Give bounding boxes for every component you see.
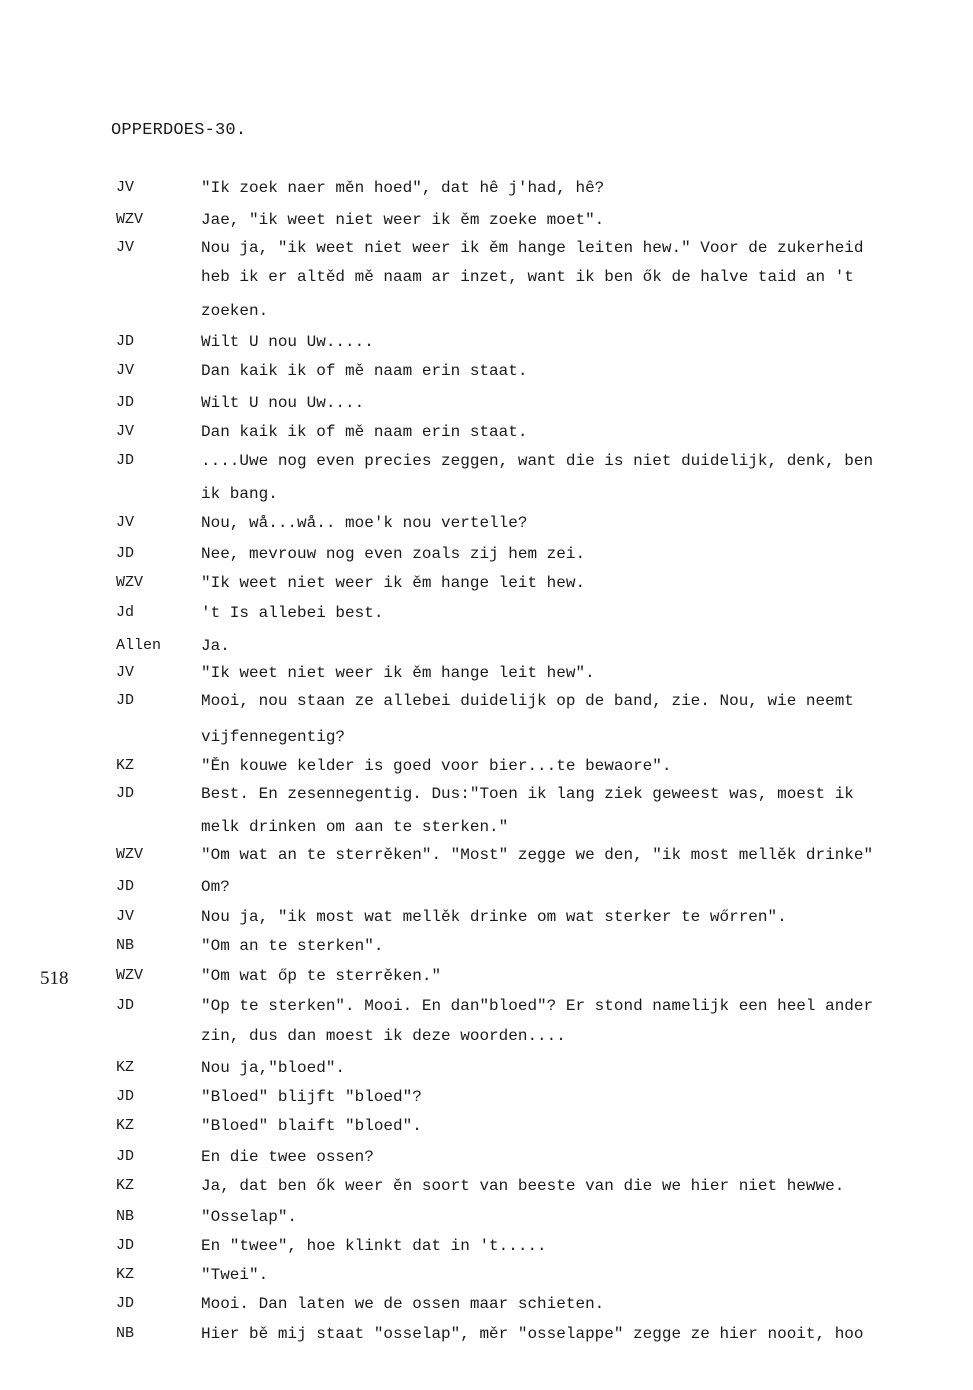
transcript-row [0,362,973,386]
utterance-line: Hier bě mij staat "osselap", měr "osselappe" zegge ze hier nooit, hoo [201,1325,864,1343]
speaker-label: NB [116,1325,135,1342]
speaker-label: JD [116,997,135,1014]
speaker-label: WZV [116,574,144,591]
transcript-row [0,1295,973,1319]
transcript-row [0,452,973,476]
speaker-label: WZV [116,846,144,863]
transcript-row [0,846,973,870]
speaker-label: KZ [116,1177,135,1194]
utterance-line: Ja, dat ben ők weer ěn soort van beeste van die we hier niet hewwe. [201,1177,845,1195]
transcript-row [0,757,973,781]
utterance-line: Best. En zesennegentig. Dus:"Toen ik lang ziek geweest was, moest ik [201,785,854,803]
transcript-row [0,1208,973,1232]
utterance-line: Nou, wå...wå.. moe'k nou vertelle? [201,514,528,532]
utterance-line: En "twee", hoe klinkt dat in 't..... [201,1237,547,1255]
transcript-row [0,394,973,418]
utterance-line: ....Uwe nog even precies zeggen, want die is niet duidelijk, denk, ben [201,452,874,470]
transcript-row [0,239,973,263]
speaker-label: JD [116,1088,135,1105]
speaker-label: JD [116,1148,135,1165]
utterance-line: melk drinken om aan te sterken." [201,818,509,836]
speaker-label: KZ [116,1117,135,1134]
transcript-row [0,1148,973,1172]
transcript-row [0,302,973,326]
utterance-line: Wilt U nou Uw..... [201,333,374,351]
speaker-label: KZ [116,757,135,774]
utterance-line: heb ik er altěd mě naam ar inzet, want ik ben ők de halve taid an 't [201,268,854,286]
utterance-line: zoeken. [201,302,269,320]
speaker-label: WZV [116,967,144,984]
utterance-line: Nou ja, "ik most wat mellěk drinke om wat sterker te wőrren". [201,908,787,926]
speaker-label: JV [116,239,135,256]
speaker-label: JD [116,1237,135,1254]
transcript-row [0,728,973,752]
utterance-line: ik bang. [201,485,278,503]
transcript-row [0,1088,973,1112]
utterance-line: 't Is allebei best. [201,604,384,622]
transcript-row [0,1266,973,1290]
utterance-line: "Ik weet niet weer ik ěm hange leit hew. [201,574,586,592]
utterance-line: Mooi, nou staan ze allebei duidelijk op de band, zie. Nou, wie neemt [201,692,854,710]
speaker-label: JD [116,1295,135,1312]
speaker-label: Jd [116,604,135,621]
speaker-label: JD [116,785,135,802]
speaker-label: WZV [116,211,144,228]
utterance-line: "Ěn kouwe kelder is goed voor bier...te bewaore". [201,757,672,775]
transcript-row [0,1237,973,1261]
utterance-line: "Om wat őp te sterrěken." [201,967,442,985]
utterance-line: vijfennegentig? [201,728,346,746]
utterance-line: "Twei". [201,1266,269,1284]
margin-number: 518 [40,968,69,989]
utterance-line: Dan kaik ik of mě naam erin staat. [201,423,528,441]
transcript-row [0,574,973,598]
utterance-line: "Bloed" blijft "bloed"? [201,1088,422,1106]
transcript-row [0,637,973,661]
utterance-line: "Om an te sterken". [201,937,384,955]
transcript-row [0,514,973,538]
transcript-row [0,604,973,628]
transcript-row [0,664,973,688]
transcript-row [0,179,973,203]
utterance-line: "Bloed" blaift "bloed". [201,1117,422,1135]
transcript-row [0,818,973,842]
speaker-label: JV [116,664,135,681]
utterance-line: Nou ja,"bloed". [201,1059,346,1077]
transcript-row [0,692,973,716]
utterance-line: Nee, mevrouw nog even zoals zij hem zei. [201,545,586,563]
speaker-label: JD [116,394,135,411]
utterance-line: "Ik weet niet weer ik ěm hange leit hew". [201,664,595,682]
utterance-line: "Ik zoek naer měn hoed", dat hê j'had, hê? [201,179,605,197]
transcript-row [0,1027,973,1051]
utterance-line: Nou ja, "ik weet niet weer ik ěm hange leiten hew." Voor de zukerheid [201,239,864,257]
page-header: OPPERDOES-30. [111,121,247,140]
transcript-row [0,545,973,569]
speaker-label: JD [116,452,135,469]
transcript-row [0,785,973,809]
speaker-label: JV [116,908,135,925]
utterance-line: zin, dus dan moest ik deze woorden.... [201,1027,566,1045]
transcript-row [0,967,973,991]
speaker-label: JD [116,545,135,562]
speaker-label: NB [116,937,135,954]
utterance-line: Om? [201,878,230,896]
transcript-row [0,1325,973,1349]
transcript-row [0,1177,973,1201]
transcript-row [0,268,973,292]
utterance-line: Dan kaik ik of mě naam erin staat. [201,362,528,380]
speaker-label: JD [116,692,135,709]
transcript-row [0,485,973,509]
utterance-line: Jae, "ik weet niet weer ik ěm zoeke moet". [201,211,605,229]
speaker-label: KZ [116,1059,135,1076]
speaker-label: JD [116,878,135,895]
utterance-line: "Osselap". [201,1208,298,1226]
utterance-line: Ja. [201,637,230,655]
speaker-label: JV [116,362,135,379]
transcript-row [0,937,973,961]
utterance-line: "Om wat an te sterrěken". "Most" zegge we den, "ik most mellěk drinke" [201,846,874,864]
speaker-label: Allen [116,637,162,654]
speaker-label: NB [116,1208,135,1225]
utterance-line: En die twee ossen? [201,1148,374,1166]
transcript-row [0,908,973,932]
transcript-row [0,423,973,447]
speaker-label: JD [116,333,135,350]
transcript-row [0,878,973,902]
transcript-row [0,1117,973,1141]
transcript-row [0,211,973,235]
utterance-line: "Op te sterken". Mooi. En dan"bloed"? Er stond namelijk een heel ander [201,997,874,1015]
transcript-row [0,333,973,357]
speaker-label: JV [116,179,135,196]
utterance-line: Wilt U nou Uw.... [201,394,365,412]
speaker-label: JV [116,514,135,531]
speaker-label: JV [116,423,135,440]
utterance-line: Mooi. Dan laten we de ossen maar schieten. [201,1295,605,1313]
transcript-row [0,1059,973,1083]
transcript-row [0,997,973,1021]
speaker-label: KZ [116,1266,135,1283]
